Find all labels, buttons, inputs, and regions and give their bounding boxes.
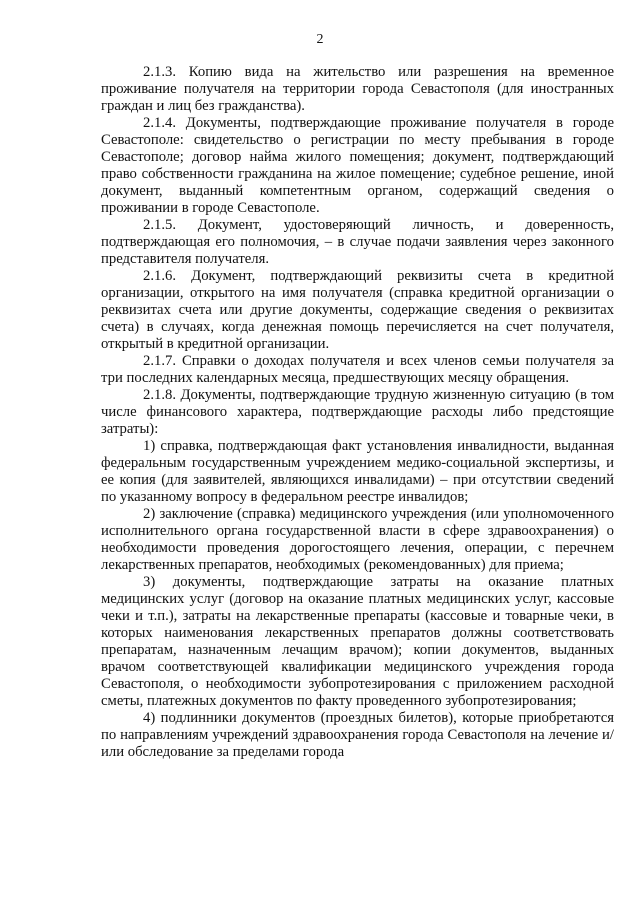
list-item-3: 3) документы, подтверждающие затраты на оказание платных медицинских услуг (договор на оказание платных медицинских услуг, кассовые чеки и т.п.), затраты на лекарственные препараты (кассовые и товарные чеки, в которых наименования лекарственных препаратов должны соответствовать препаратам, назначенным лечащим врачом); копии документов, выданных врачом соответствующей квалификации медицинского учреждения города Севастополя, о необходимости зубопротезирования с приложением расходной сметы, платежных документов по факту проведенного зубопротезирования; (101, 574, 614, 709)
document-body (101, 64, 614, 761)
page-number: 2 (316, 32, 324, 47)
paragraph-2-1-6: 2.1.6. Документ, подтверждающий реквизиты счета в кредитной организации, открытого на имя получателя (справка кредитной организации о реквизитах счета или другие документы, содержащие сведения о реквизитах счета) в случаях, когда денежная помощь перечисляется на счет получателя, открытый в кредитной организации. (101, 268, 614, 352)
list-item-4: 4) подлинники документов (проездных билетов), которые приобретаются по направлениям учреждений здравоохранения города Севастополя на лечение и/или обследование за пределами города (101, 710, 614, 760)
paragraph-2-1-3: 2.1.3. Копию вида на жительство или разрешения на временное проживание получателя на территории города Севастополя (для иностранных граждан и лиц без гражданства). (101, 64, 614, 114)
paragraph-2-1-7: 2.1.7. Справки о доходах получателя и всех членов семьи получателя за три последних календарных месяца, предшествующих месяцу обращения. (101, 353, 614, 386)
paragraph-2-1-4: 2.1.4. Документы, подтверждающие проживание получателя в городе Севастополе: свидетельство о регистрации по месту пребывания в городе Севастополе; договор найма жилого помещения; документ, подтверждающий право собственности гражданина на жилое помещение; судебное решение, иной документ, выданный компетентным органом, содержащий сведения о проживании в городе Севастополе. (101, 115, 614, 216)
paragraph-2-1-8: 2.1.8. Документы, подтверждающие трудную жизненную ситуацию (в том числе финансового характера, подтверждающие расходы либо предстоящие затраты): (101, 387, 614, 437)
paragraph-2-1-5: 2.1.5. Документ, удостоверяющий личность, и доверенность, подтверждающая его полномочия, – в случае подачи заявления через законного представителя получателя. (101, 217, 614, 267)
list-item-2: 2) заключение (справка) медицинского учреждения (или уполномоченного исполнительного органа государственной власти в сфере здравоохранения) о необходимости проведения дорогостоящего лечения, операции, с перечнем лекарственных препаратов, необходимых (рекомендованных) для приема; (101, 506, 614, 573)
list-item-1: 1) справка, подтверждающая факт установления инвалидности, выданная федеральным государственным учреждением медико-социальной экспертизы, и ее копия (для заявителей, являющихся инвалидами) – при отсутствии сведений по указанному вопросу в федеральном реестре инвалидов; (101, 438, 614, 505)
